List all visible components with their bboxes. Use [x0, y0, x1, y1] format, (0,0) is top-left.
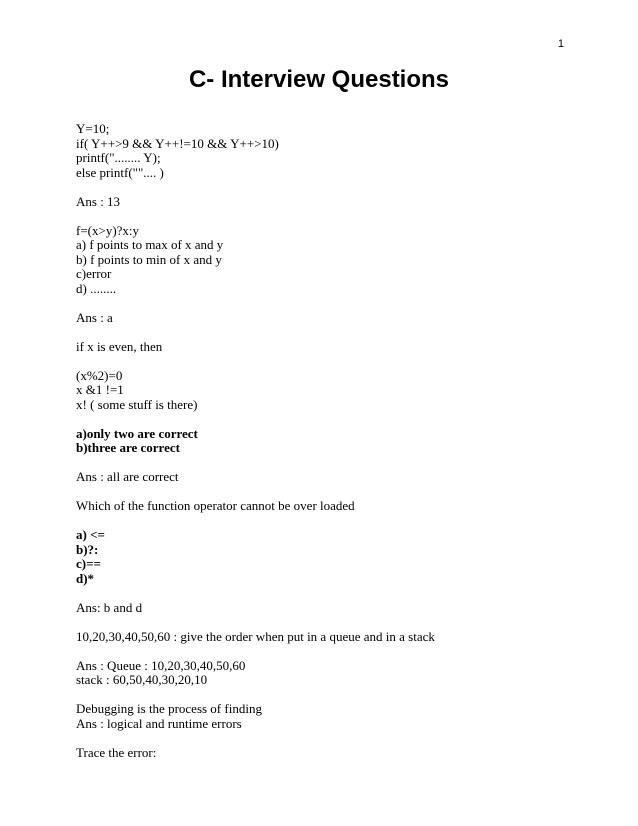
blank-line: [76, 209, 576, 224]
blank-line: [76, 731, 576, 746]
text-line: f=(x>y)?x:y: [76, 222, 140, 238]
text-line: x &1 !=1: [76, 382, 124, 397]
option-line: d)*: [76, 570, 95, 586]
text-line: Which of the function operator cannot be over loaded: [76, 498, 355, 513]
text-line: stack : 60,50,40,30,20,10: [76, 672, 208, 687]
text-line: 10,20,30,40,50,60 : give the order when put in a queue and in a stack: [76, 628, 435, 644]
blank-line: [76, 485, 576, 500]
blank-line: [76, 354, 576, 369]
text-line: if x is even, then: [76, 338, 163, 354]
text-line: c)error: [76, 266, 112, 281]
text-line: x! ( some stuff is there): [76, 396, 198, 412]
blank-line: [76, 456, 576, 471]
blank-line: [76, 586, 576, 601]
option-line: b)three are correct: [76, 440, 180, 455]
blank-line: [76, 325, 576, 340]
text-line: d) ........: [76, 280, 117, 296]
option-line: a) <=: [76, 527, 105, 542]
text-line: Ans : logical and runtime errors: [76, 715, 242, 731]
blank-line: [76, 296, 576, 311]
text-line: Trace the error:: [76, 744, 157, 760]
text-line: Ans: b and d: [76, 599, 143, 615]
page-number: 1: [557, 38, 564, 50]
document-body: [76, 122, 576, 760]
text-line: printf("........ Y);: [76, 150, 161, 165]
text-line: Ans : Queue : 10,20,30,40,50,60: [76, 657, 246, 673]
blank-line: [76, 688, 576, 703]
blank-line: [76, 412, 576, 427]
text-line: Debugging is the process of finding: [76, 701, 262, 716]
option-line: c)==: [76, 556, 101, 571]
text-line: Ans : a: [76, 309, 113, 325]
text-line: Ans : all are correct: [76, 469, 179, 484]
option-line: a)only two are correct: [76, 425, 198, 441]
text-line: (x%2)=0: [76, 367, 123, 383]
blank-line: [76, 180, 576, 195]
text-line: b) f points to min of x and y: [76, 251, 222, 267]
text-line: Ans : 13: [76, 193, 121, 209]
blank-line: [76, 615, 576, 630]
option-line: b)?:: [76, 541, 99, 557]
page-title: C- Interview Questions: [188, 66, 450, 93]
text-line: a) f points to max of x and y: [76, 237, 224, 252]
blank-line: [76, 644, 576, 659]
text-line: if( Y++>9 && Y++!=10 && Y++>10): [76, 135, 279, 151]
text-line: Y=10;: [76, 121, 110, 136]
text-line: else printf("".... ): [76, 164, 164, 180]
blank-line: [76, 514, 576, 529]
